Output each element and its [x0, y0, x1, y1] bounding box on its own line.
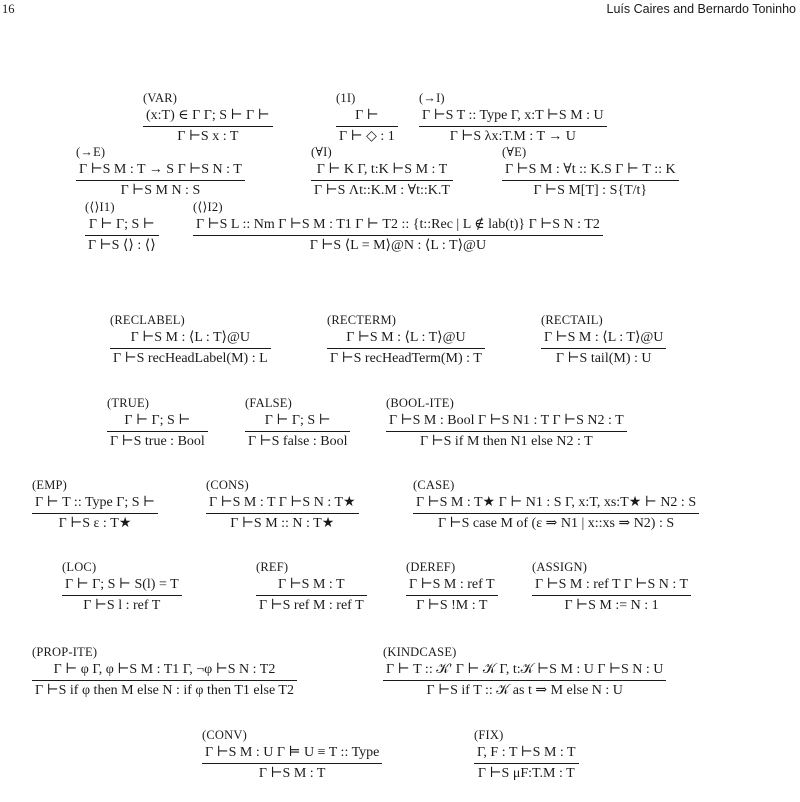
rule-conclusion: Γ ⊢ ◇ : 1 — [336, 126, 398, 144]
rule-conclusion: Γ ⊢S M[T] : S{T/t} — [502, 180, 679, 198]
rule-conclusion: Γ ⊢S M N : S — [76, 180, 245, 198]
rule-premise: Γ ⊢ — [355, 107, 379, 123]
rule-conclusion: Γ ⊢S !M : T — [406, 595, 498, 613]
rule-conclusion: Γ ⊢S l : ref T — [62, 595, 182, 613]
rule-unit-intro — [336, 92, 398, 144]
rule-name: (TRUE) — [107, 396, 150, 410]
rule-conclusion: Γ ⊢S M := N : 1 — [532, 595, 691, 613]
rule-kindcase — [383, 646, 666, 698]
rule-conclusion: Γ ⊢S ref M : ref T — [256, 595, 367, 613]
rule-premise: Γ ⊢S M : ref T — [409, 576, 495, 592]
rule-premise: Γ ⊢ Γ; S ⊢ S(l) = T — [65, 576, 179, 592]
rule-name: (FIX) — [474, 728, 504, 742]
rule-conclusion: Γ ⊢S Λt::K.M : ∀t::K.T — [311, 180, 453, 198]
rule-conclusion: Γ ⊢S ⟨L = M⟩@N : ⟨L : T⟩@U — [193, 235, 603, 253]
rule-forall-intro — [311, 146, 453, 198]
rule-arrow-elim — [76, 146, 245, 198]
rule-emp — [32, 479, 158, 531]
rule-name: (→E) — [76, 145, 106, 159]
rule-conclusion: Γ ⊢S μF:T.M : T — [474, 763, 579, 781]
rule-name: (1I) — [336, 91, 356, 105]
rule-name: (→I) — [419, 91, 445, 105]
rule-conclusion: Γ ⊢S true : Bool — [107, 431, 208, 449]
rule-premise: Γ ⊢ Γ; S ⊢ — [88, 216, 155, 232]
rule-reclabel — [110, 314, 271, 366]
rule-name: (DEREF) — [406, 560, 456, 574]
rule-arrow-intro — [419, 92, 607, 144]
rule-conclusion: Γ ⊢S if φ then M else N : if φ then T1 else T2 — [32, 680, 297, 698]
rule-name: (∀I) — [311, 145, 332, 159]
rule-premise: Γ ⊢ φ Γ, φ ⊢S M : T1 Γ, ¬φ ⊢S N : T2 — [53, 661, 276, 677]
rule-premise: Γ ⊢S M : ref T Γ ⊢S N : T — [535, 576, 689, 592]
page-number: 16 — [2, 2, 15, 16]
rule-conclusion: Γ ⊢S M : T — [202, 763, 382, 781]
rule-name: (CASE) — [413, 478, 455, 492]
rule-premise: Γ ⊢S M : T★ Γ ⊢ N1 : S Γ, x:T, xs:T★ ⊢ N2 : S — [416, 494, 697, 510]
rule-conclusion: Γ ⊢S M :: N : T★ — [206, 513, 359, 531]
rule-conclusion: Γ ⊢S false : Bool — [245, 431, 350, 449]
rule-name: (CONV) — [202, 728, 247, 742]
rule-name: (RECTAIL) — [541, 313, 603, 327]
rule-name: (∀E) — [502, 145, 527, 159]
rule-conclusion: Γ ⊢S x : T — [143, 126, 273, 144]
rule-premise: Γ ⊢S M : ⟨L : T⟩@U — [130, 329, 251, 345]
rule-deref — [406, 561, 498, 613]
rule-conclusion: Γ ⊢S λx:T.M : T → U — [419, 126, 607, 144]
rule-premise: Γ ⊢S M : U Γ ⊨ U ≡ T :: Type — [205, 744, 380, 760]
rule-conv — [202, 729, 382, 781]
rule-premise: Γ ⊢ Γ; S ⊢ — [124, 412, 191, 428]
rule-loc — [62, 561, 182, 613]
rule-premise: Γ ⊢S M : T Γ ⊢S N : T★ — [209, 494, 356, 510]
rule-premise: Γ ⊢ T :: Type Γ; S ⊢ — [35, 494, 156, 510]
rule-premise: Γ ⊢S M : Bool Γ ⊢S N1 : T Γ ⊢S N2 : T — [389, 412, 624, 428]
rule-name: (REF) — [256, 560, 289, 574]
rule-premise: Γ, F : T ⊢S M : T — [477, 744, 576, 760]
rule-true — [107, 397, 208, 449]
rule-conclusion: Γ ⊢S case M of (ε ⇒ N1 | x::xs ⇒ N2) : S — [413, 513, 699, 531]
rule-premise: Γ ⊢S T :: Type Γ, x:T ⊢S M : U — [422, 107, 604, 123]
rule-false — [245, 397, 350, 449]
rule-name: (BOOL-ITE) — [386, 396, 454, 410]
rule-record-intro-cons — [193, 201, 603, 253]
rule-premise: Γ ⊢S M : ⟨L : T⟩@U — [544, 329, 664, 345]
rule-name: (RECTERM) — [327, 313, 397, 327]
rule-name: (RECLABEL) — [110, 313, 185, 327]
rule-premise: Γ ⊢S M : ⟨L : T⟩@U — [346, 329, 466, 345]
rule-recterm — [327, 314, 485, 366]
rule-name: (ASSIGN) — [532, 560, 588, 574]
rule-assign — [532, 561, 691, 613]
rule-premise: Γ ⊢ T :: 𝒦′ Γ ⊢ 𝒦 Γ, t:𝒦 ⊢S M : U Γ ⊢S N : U — [386, 661, 664, 677]
rule-fix — [474, 729, 579, 781]
rule-record-intro-empty — [85, 201, 159, 253]
rule-forall-elim — [502, 146, 679, 198]
rule-conclusion: Γ ⊢S tail(M) : U — [541, 348, 666, 366]
rule-case — [413, 479, 699, 531]
rule-conclusion: Γ ⊢S recHeadLabel(M) : L — [110, 348, 271, 366]
rule-var — [143, 92, 273, 144]
rule-conclusion: Γ ⊢S if T :: 𝒦 as t ⇒ M else N : U — [383, 680, 666, 698]
running-header-authors: Luís Caires and Bernardo Toninho — [606, 2, 796, 16]
rule-name: (EMP) — [32, 478, 68, 492]
rule-premise: Γ ⊢S M : T → S Γ ⊢S N : T — [79, 161, 242, 177]
rule-prop-ite — [32, 646, 297, 698]
rule-conclusion: Γ ⊢S ε : T★ — [32, 513, 158, 531]
rule-ref — [256, 561, 367, 613]
rule-cons — [206, 479, 359, 531]
rule-premise: (x:T) ∈ Γ Γ; S ⊢ Γ ⊢ — [146, 107, 270, 123]
rule-conclusion: Γ ⊢S if M then N1 else N2 : T — [386, 431, 627, 449]
rule-name: (KINDCASE) — [383, 645, 457, 659]
rule-name: (FALSE) — [245, 396, 292, 410]
rule-name: (⟨⟩I1) — [85, 200, 115, 214]
rule-name: (⟨⟩I2) — [193, 200, 223, 214]
rule-name: (PROP-ITE) — [32, 645, 98, 659]
rule-bool-ite — [386, 397, 627, 449]
rule-name: (LOC) — [62, 560, 97, 574]
rule-premise: Γ ⊢ K Γ, t:K ⊢S M : T — [316, 161, 448, 177]
rule-conclusion: Γ ⊢S recHeadTerm(M) : T — [327, 348, 485, 366]
rule-name: (VAR) — [143, 91, 178, 105]
rule-premise: Γ ⊢S M : T — [278, 576, 345, 592]
rule-premise: Γ ⊢S L :: Nm Γ ⊢S M : T1 Γ ⊢ T2 :: {t::Rec | L ∉ lab(t)} Γ ⊢S N : T2 — [196, 216, 600, 232]
rule-premise: Γ ⊢S M : ∀t :: K.S Γ ⊢ T :: K — [505, 161, 676, 177]
rule-rectail — [541, 314, 666, 366]
rule-premise: Γ ⊢ Γ; S ⊢ — [264, 412, 331, 428]
rule-name: (CONS) — [206, 478, 249, 492]
rule-conclusion: Γ ⊢S ⟨⟩ : ⟨⟩ — [85, 235, 159, 253]
